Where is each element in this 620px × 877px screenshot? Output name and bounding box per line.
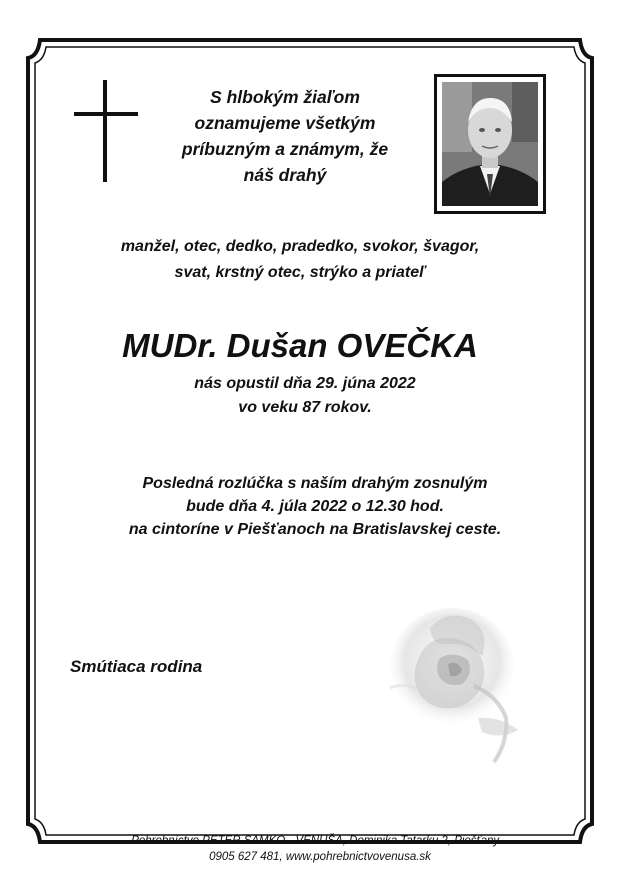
death-info [130,372,480,420]
footer-line-1: Pohrebníctvo PETER SAMKO - VENUŠA, Dominika Tatarku 2, Piešťany – [131,835,509,847]
rose-icon [370,598,530,778]
mourners-signature: Smútiaca rodina [70,657,203,676]
cross-icon [74,80,138,182]
intro-line-4: náš drahý [243,165,327,185]
relations-line-2: svat, krstný otec, strýko a priateľ [174,264,426,281]
intro-line-2: oznamujeme všetkým [194,113,376,133]
funeral-info [90,472,540,541]
relations-list [80,234,520,286]
deceased-name: MUDr. Dušan OVEČKA [122,327,478,364]
relations-line-1: manžel, otec, dedko, pradedko, svokor, švagor, [120,238,480,255]
funeral-line-2: bude dňa 4. júla 2022 o 12.30 hod. [186,498,444,515]
announcement-intro [160,84,410,188]
death-age: vo veku 87 rokov. [238,399,372,416]
portrait-illustration [442,82,538,206]
intro-line-1: S hlbokým žiaľom [210,87,360,107]
funeral-line-1: Posledná rozlúčka s naším drahým zosnulým [142,475,488,492]
funeral-line-3: na cintoríne v Piešťanoch na Bratislavskej ceste. [128,521,502,538]
death-date: nás opustil dňa 29. júna 2022 [194,375,416,392]
portrait-frame [434,74,546,214]
intro-line-3: príbuzným a známym, že [181,139,389,159]
footer-line-2: 0905 627 481, www.pohrebnictvovenusa.sk [209,851,431,863]
funeral-home-footer [100,833,540,865]
portrait-photo [442,82,538,206]
